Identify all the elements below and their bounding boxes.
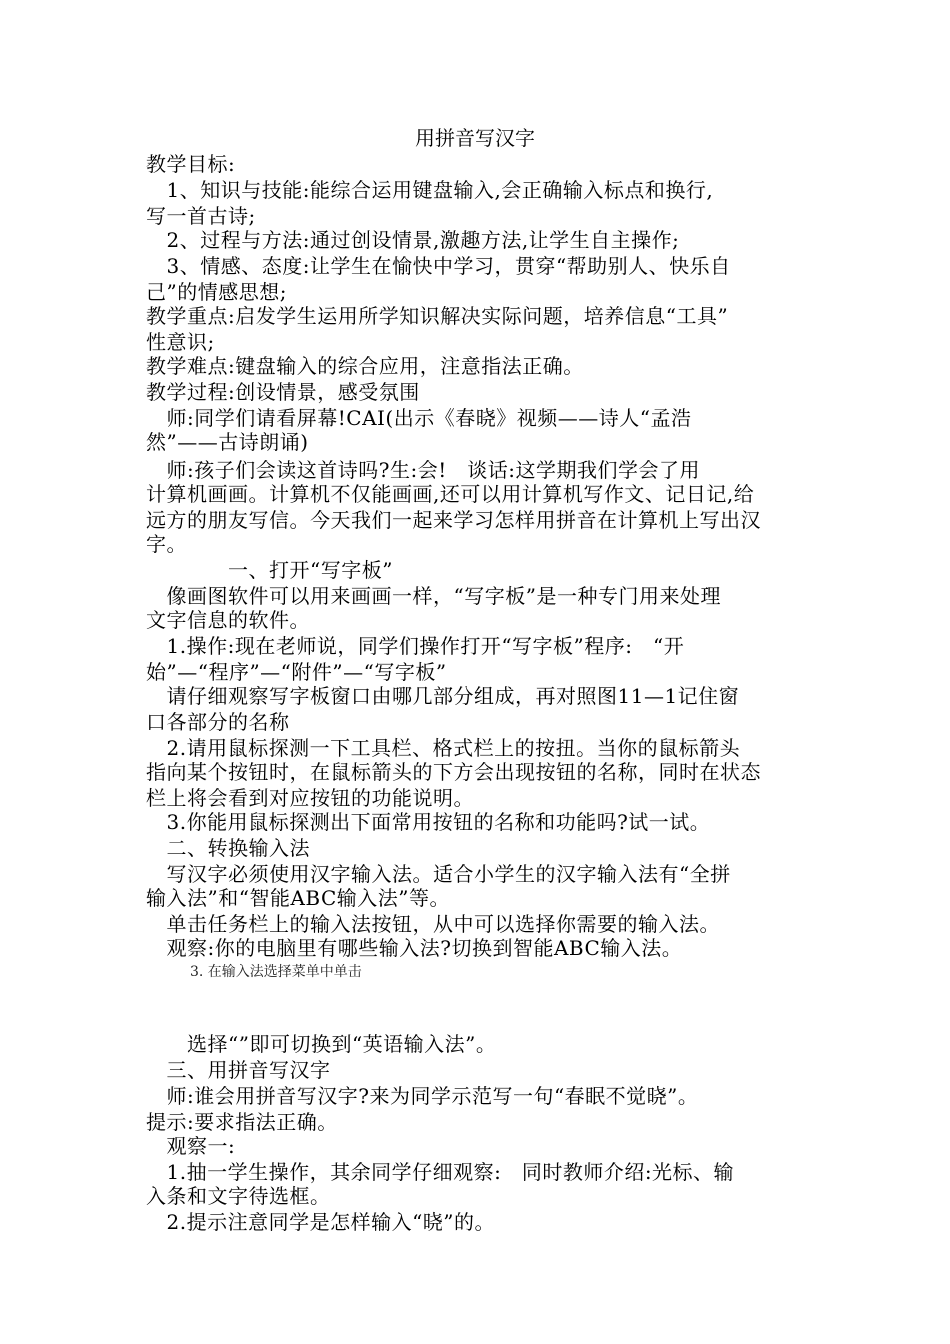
- text-line: 字。: [146, 532, 187, 556]
- text-line: 写一首古诗;: [146, 204, 256, 228]
- text-line: 1、知识与技能:能综合运用键盘输入,会正确输入标点和换行,: [146, 178, 714, 202]
- text-line: 栏上将会看到对应按钮的功能说明。: [146, 786, 474, 810]
- text-line: 2.请用鼠标探测一下工具栏、格式栏上的按扭。当你的鼠标箭头: [146, 736, 741, 760]
- text-line: 2.提示注意同学是怎样输入“晓”的。: [146, 1210, 496, 1234]
- document-title: 用拼音写汉字: [415, 126, 535, 150]
- text-line: 指向某个按钮时，在鼠标箭头的下方会出现按钮的名称，同时在状态: [146, 760, 761, 784]
- text-line: 师:孩子们会读这首诗吗?生:会! 谈话:这学期我们学会了用: [146, 458, 700, 482]
- text-line: 入条和文字待选框。: [146, 1184, 331, 1208]
- section-heading: 二、转换输入法: [146, 836, 310, 860]
- text-line: 选择“”即可切换到“英语输入法”。: [146, 1032, 497, 1056]
- text-line: 己”的情感思想;: [146, 280, 287, 304]
- text-line: 写汉字必须使用汉字输入法。适合小学生的汉字输入法有“全拼: [146, 862, 731, 886]
- text-line: 师:同学们请看屏幕!CAI(出示《春晓》视频——诗人“孟浩: [146, 406, 692, 430]
- text-line: 教学难点:键盘输入的综合应用，注意指法正确。: [146, 354, 584, 378]
- text-line: 始”—“程序”—“附件”—“写字板”: [146, 660, 447, 684]
- text-line: 观察一:: [146, 1134, 236, 1158]
- section-heading: 三、用拼音写汉字: [146, 1058, 331, 1082]
- text-line: 单击任务栏上的输入法按钮，从中可以选择你需要的输入法。: [146, 912, 720, 936]
- text-line: 输入法”和“智能ABC输入法”等。: [146, 886, 450, 910]
- text-line: 3.你能用鼠标探测出下面常用按钮的名称和功能吗?试一试。: [146, 810, 711, 834]
- text-line: 教学过程:创设情景，感受氛围: [146, 380, 420, 404]
- small-note: 3. 在输入法选择菜单中单击: [190, 964, 362, 980]
- text-line: 教学重点:启发学生运用所学知识解决实际问题，培养信息“工具”: [146, 304, 729, 328]
- text-line: 提示:要求指法正确。: [146, 1110, 338, 1134]
- text-line: 口各部分的名称: [146, 710, 290, 734]
- text-line: 1.操作:现在老师说，同学们操作打开“写字板”程序: “开: [146, 634, 685, 658]
- text-line: 文字信息的软件。: [146, 608, 310, 632]
- text-line: 观察:你的电脑里有哪些输入法?切换到智能ABC输入法。: [146, 936, 683, 960]
- text-line: 性意识;: [146, 330, 215, 354]
- text-line: 1.抽一学生操作，其余同学仔细观察: 同时教师介绍:光标、输: [146, 1160, 735, 1184]
- text-line: 计算机画画。计算机不仅能画画,还可以用计算机写作文、记日记,给: [146, 482, 755, 506]
- text-line: 远方的朋友写信。今天我们一起来学习怎样用拼音在计算机上写出汉: [146, 508, 761, 532]
- text-line: 师:谁会用拼音写汉字?来为同学示范写一句“春眠不觉晓”。: [146, 1084, 699, 1108]
- text-line: 请仔细观察写字板窗口由哪几部分组成，再对照图11—1记住窗: [146, 684, 740, 708]
- text-line: 教学目标:: [146, 152, 236, 176]
- text-line: 3、情感、态度:让学生在愉快中学习，贯穿“帮助别人、快乐自: [146, 254, 731, 278]
- text-line: 然”——古诗朗诵): [146, 430, 309, 454]
- section-heading: 一、打开“写字板”: [146, 558, 393, 582]
- text-line: 2、过程与方法:通过创设情景,激趣方法,让学生自主操作;: [146, 228, 680, 252]
- text-line: 像画图软件可以用来画画一样，“写字板”是一种专门用来处理: [146, 584, 721, 608]
